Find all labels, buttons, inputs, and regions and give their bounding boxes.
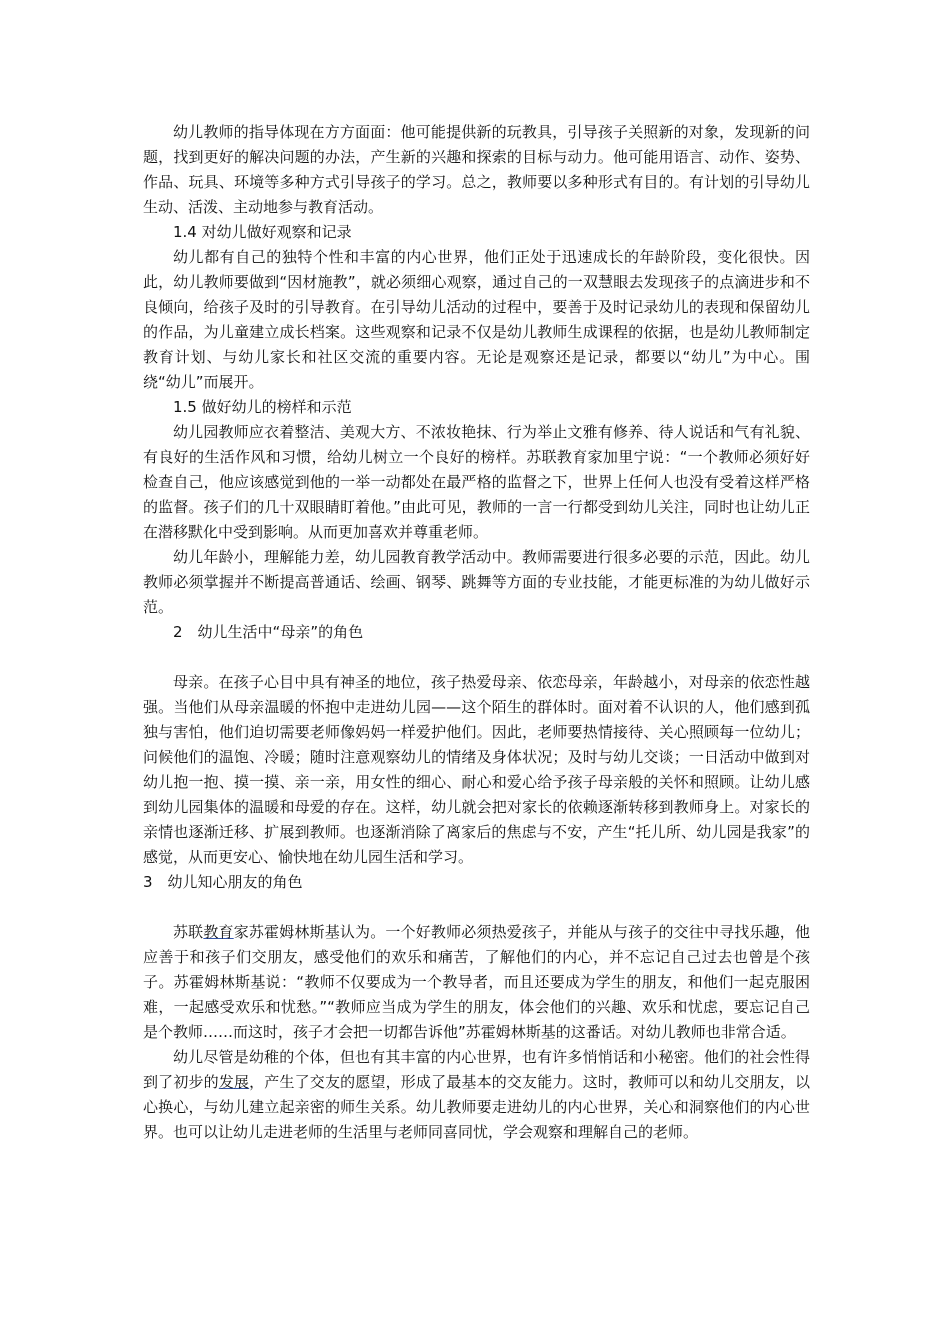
heading-1-4: 1.4 对幼儿做好观察和记录 [173, 223, 352, 241]
document-page [143, 120, 810, 1145]
development-link[interactable]: 发展 [218, 1073, 250, 1091]
paragraph-demonstration: 幼儿年龄小，理解能力差，幼儿园教育教学活动中。教师需要进行很多必要的示范，因此。幼儿教师必须掌握并不断提高普通话、绘画、钢琴、跳舞等方面的专业技能，才能更标准的为幼儿做好示范。 [143, 548, 810, 616]
spacer [143, 645, 810, 670]
heading-3: 3 幼儿知心朋友的角色 [143, 873, 303, 891]
paragraph-observation: 幼儿都有自己的独特个性和丰富的内心世界，他们正处于迅速成长的年龄阶段，变化很快。因此，幼儿教师要做到“因材施教”，就必须细心观察，通过自己的一双慧眼去发现孩子的点滴进步和不良倾向，给孩子及时的引导教育。在引导幼儿活动的过程中，要善于及时记录幼儿的表现和保留幼儿的作品，为儿童建立成长档案。这些观察和记录不仅是幼儿教师生成课程的依据，也是幼儿教师制定教育计划、与幼儿家长和社区交流的重要内容。无论是观察还是记录，都要以“幼儿”为中心。围绕“幼儿”而展开。 [143, 248, 810, 391]
heading-1-5: 1.5 做好幼儿的榜样和示范 [173, 398, 352, 416]
text-run: 幼儿尽管是幼稚的个体，但也有其丰富的内心世界，也有许多悄悄话和小秘密。他们的社会性得到了初步的 [143, 1048, 810, 1091]
paragraph-inner-world [143, 1045, 810, 1145]
paragraph-mother-role: 母亲。在孩子心目中具有神圣的地位，孩子热爱母亲、依恋母亲，年龄越小，对母亲的依恋性越强。当他们从母亲温暖的怀抱中走进幼儿园——这个陌生的群体时。面对着不认识的人，他们感到孤独与害怕，他们迫切需要老师像妈妈一样爱护他们。因此，老师要热情接待、关心照顾每一位幼儿；问候他们的温饱、冷暖；随时注意观察幼儿的情绪及身体状况；及时与幼儿交谈；一日活动中做到对幼儿抱一抱、摸一摸、亲一亲，用女性的细心、耐心和爱心给予孩子母亲般的关怀和照顾。让幼儿感到幼儿园集体的温暖和母爱的存在。这样，幼儿就会把对家长的依赖逐渐转移到教师身上。对家长的亲情也逐渐迁移、扩展到教师。也逐渐消除了离家后的焦虑与不安，产生“托儿所、幼儿园是我家”的感觉，从而更安心、愉快地在幼儿园生活和学习。 [143, 673, 810, 866]
paragraph-friend-role [143, 920, 810, 1045]
text-run: 苏联 [173, 923, 204, 941]
education-link[interactable]: 教育 [203, 923, 234, 941]
spacer [143, 895, 810, 920]
heading-2: 2 幼儿生活中“母亲”的角色 [173, 623, 364, 641]
text-run: ，产生了交友的愿望，形成了最基本的交友能力。这时，教师可以和幼儿交朋友，以心换心，与幼儿建立起亲密的师生关系。幼儿教师要走进幼儿的内心世界，关心和洞察他们的内心世界。也可以让幼儿走进老师的生活里与老师同喜同忧，学会观察和理解自己的老师。 [143, 1073, 810, 1141]
paragraph-role-model: 幼儿园教师应衣着整洁、美观大方、不浓妆艳抹、行为举止文雅有修养、待人说话和气有礼貌、有良好的生活作风和习惯，给幼儿树立一个良好的榜样。苏联教育家加里宁说：“一个教师必须好好检查自己，他应该感觉到他的一举一动都处在最严格的监督之下，世界上任何人也没有受着这样严格的监督。孩子们的几十双眼睛盯着他。”由此可见，教师的一言一行都受到幼儿关注，同时也让幼儿正在潜移默化中受到影响。从而更加喜欢并尊重老师。 [143, 423, 810, 541]
paragraph-teacher-guidance: 幼儿教师的指导体现在方方面面：他可能提供新的玩教具，引导孩子关照新的对象，发现新的问题，找到更好的解决问题的办法，产生新的兴趣和探索的目标与动力。他可能用语言、动作、姿势、作品、玩具、环境等多种方式引导孩子的学习。总之，教师要以多种形式有目的。有计划的引导幼儿生动、活泼、主动地参与教育活动。 [143, 123, 810, 216]
text-run: 家苏霍姆林斯基认为。一个好教师必须热爱孩子，并能从与孩子的交往中寻找乐趣，他应善于和孩子们交朋友，感受他们的欢乐和痛苦，了解他们的内心，并不忘记自己过去也曾是个孩子。苏霍姆林斯基说：“教师不仅要成为一个教导者，而且还要成为学生的朋友，和他们一起克服困难，一起感受欢乐和忧愁。”“教师应当成为学生的朋友，体会他们的兴趣、欢乐和忧虑，要忘记自己是个教师……而这时，孩子才会把一切都告诉他”苏霍姆林斯基的这番话。对幼儿教师也非常合适。 [143, 923, 810, 1041]
